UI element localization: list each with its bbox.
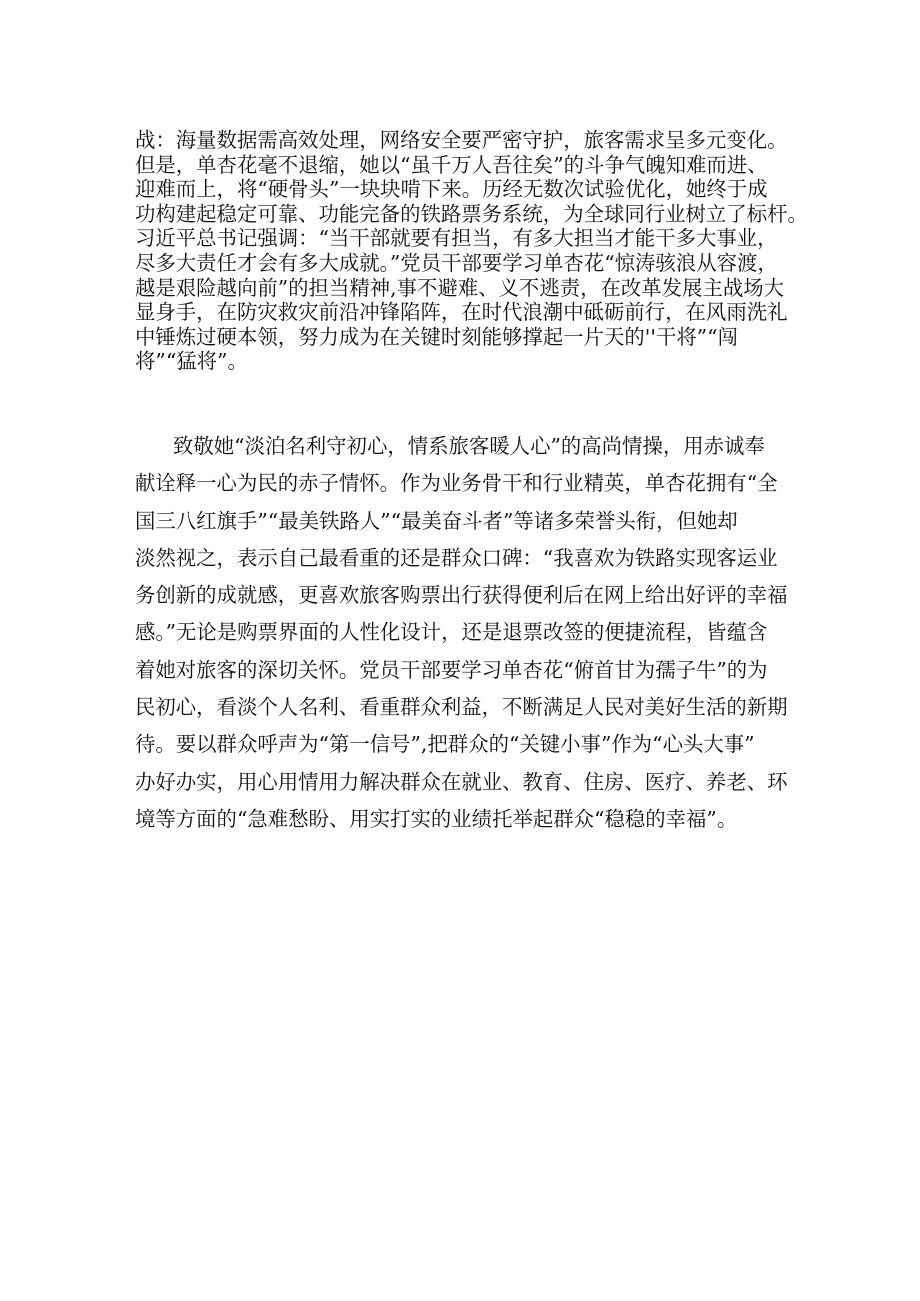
paragraph-1-line: 将”“猛将”。 [135,349,248,374]
paragraph-1-line: 功构建起稳定可靠、功能完备的铁路票务系统，为全球同行业树立了标杆。 [135,201,808,226]
paragraph-2-line: 办好办实，用心用情用力解决群众在就业、教育、住房、医疗、养老、环 [135,769,788,794]
paragraph-1-line: 习近平总书记强调：“当干部就要有担当，有多大担当才能干多大事业， [135,226,778,251]
paragraph-2-line: 待。要以群众呼声为“第一信号”,把群众的“关键小事”作为“心头大事” [135,732,755,757]
paragraph-2-line: 务创新的成就感，更喜欢旅客购票出行获得便利后在网上给出好评的幸福 [135,583,788,608]
paragraph-1-line: 显身手，在防灾救灾前沿冲锋陷阵，在时代浪潮中砥砺前行，在风雨洗礼 [135,300,788,325]
paragraph-2-line: 致敬她“淡泊名利守初心，情系旅客暖人心”的高尚情操，用赤诚奉 [173,434,765,458]
paragraph-1-line: 但是，单杏花毫不退缩，她以“虽千万人吾往矣”的斗争气魄知难而进、 [135,152,768,177]
paragraph-2-line: 着她对旅客的深切关怀。党员干部要学习单杏花“俯首甘为孺子牛”的为 [135,657,768,682]
paragraph-2-line: 境等方面的“急难愁盼、用实打实的业绩托举起群众“稳稳的幸福”。 [135,806,738,831]
paragraph-2-line: 感。”无论是购票界面的人性化设计，还是退票改签的便捷流程，皆蕴含 [135,620,768,645]
paragraph-2-line: 献诠释一心为民的赤子情怀。作为业务骨干和行业精英，单杏花拥有“全 [135,471,778,496]
paragraph-2-line: 淡然视之，表示自己最看重的还是群众口碑：“我喜欢为铁路实现客运业 [135,545,778,570]
paragraph-1-line: 迎难而上，将“硬骨头”一块块啃下来。历经无数次试验优化，她终于成 [135,177,768,202]
paragraph-1 [135,128,808,374]
paragraph-2-line: 国三八红旗手”“最美铁路人”“最美奋斗者”等诸多荣誉头衔，但她却 [135,508,738,533]
paragraph-2 [135,428,795,838]
paragraph-1-line: 中锤炼过硬本领，努力成为在关键时刻能够撑起一片天的''干将”“闯 [135,324,738,349]
paragraph-1-line: 战：海量数据需高效处理，网络安全要严密守护，旅客需求呈多元变化。 [135,128,788,152]
paragraph-1-line: 尽多大责任才会有多大成就。”党员干部要学习单杏花“惊涛骇浪从容渡， [135,250,778,275]
paragraph-1-line: 越是艰险越向前”的担当精神,事不避难、义不逃责，在改革发展主战场大 [135,275,785,300]
paragraph-2-line: 民初心，看淡个人名利、看重群众利益，不断满足人民对美好生活的新期 [135,695,788,720]
